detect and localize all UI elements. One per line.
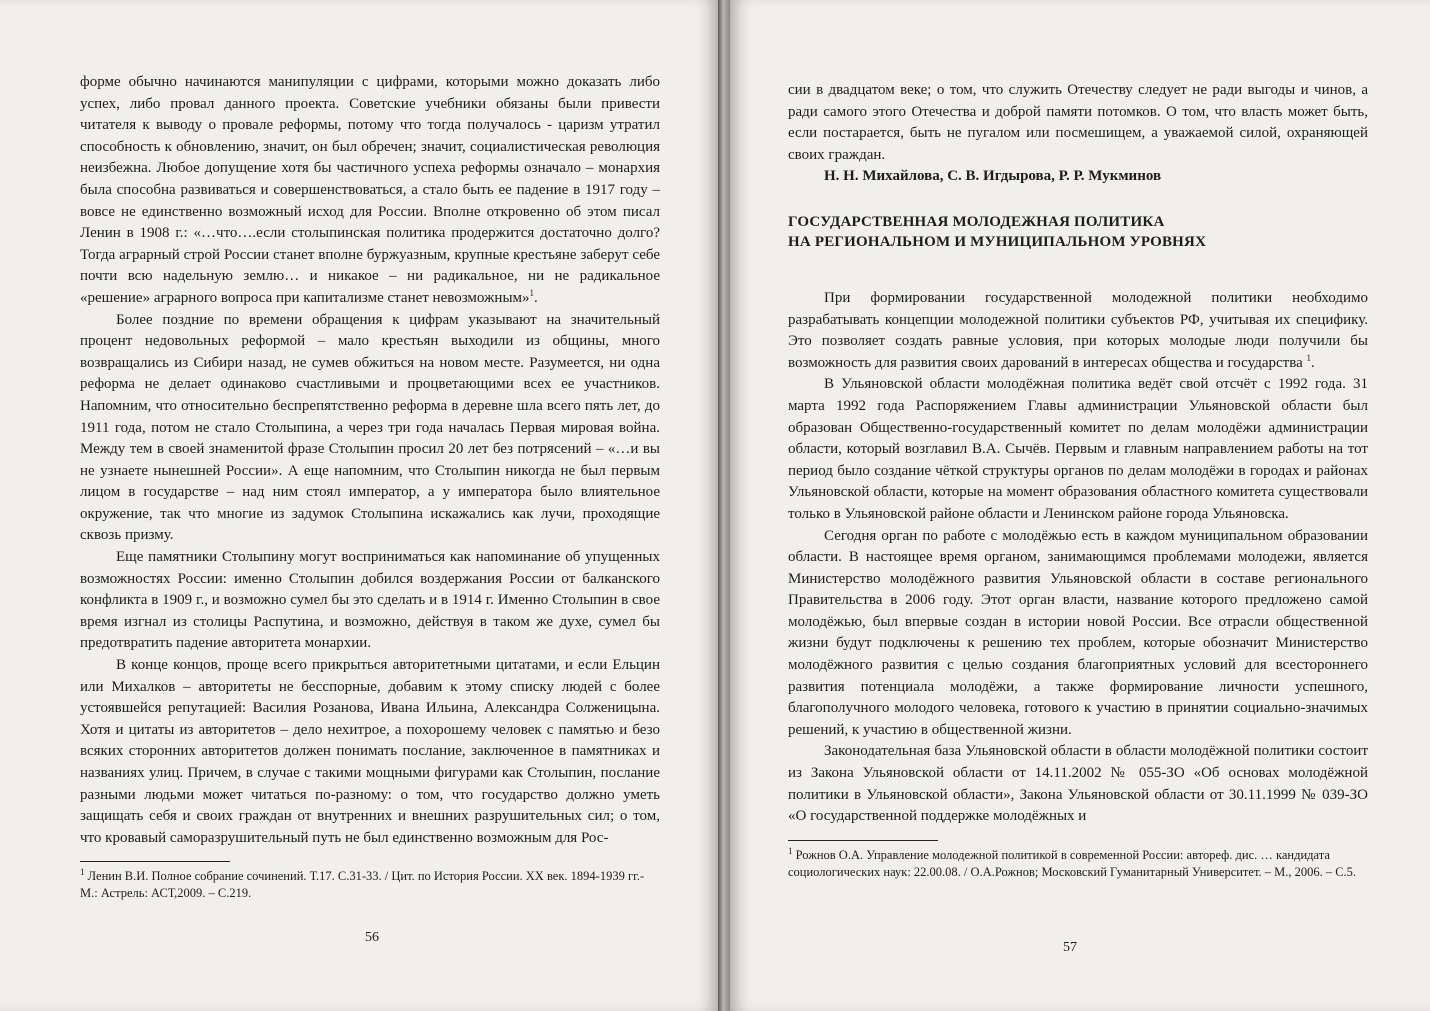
- footnote-marker: 1: [788, 845, 793, 856]
- left-page-text: [80, 72, 660, 902]
- page-number: 56: [365, 930, 379, 945]
- book-gutter: [718, 0, 730, 1011]
- footnote-marker: 1: [80, 867, 85, 878]
- paragraph: сии в двадцатом веке; о том, что служить Отечеству следует не ради выгоды и чинов, а ради самого этого Отечества и доброй памяти потомков. О том, что власть может быть, если постарается, быть не пугалом или посмешищем, а уважаемой силой, охраняющей своих граждан.: [788, 82, 1368, 163]
- footnote-marker: 1: [1306, 352, 1311, 363]
- paragraph: В конце концов, проще всего прикрыться авторитетными цитатами, и если Ельцин или Михалков – авторитеты не бесспорные, добавим к этому списку людей с более устоявшейся репутацией: Василия Розанова, Ивана Ильина, Александра Солженицына. Хотя и цитаты из авторитетов – дело нехитрое, а похорошему человек с памятью и безо всяких сторонних авторитетов должен понимать послание, заключенное в памятниках и названиях улиц. Причем, в случае с такими мощными фигурами как Столыпин, послание разными людьми может читаться по-разному: о том, что государство должно уметь защищать себя и своих граждан от внутренних и внешних разрушительных сил; о том, что кровавый саморазрушительный путь не был единственно возможным для Рос-: [80, 657, 660, 846]
- page-number: 57: [1063, 940, 1077, 955]
- article-title: ГОСУДАРСТВЕННАЯ МОЛОДЕЖНАЯ ПОЛИТИКА НА РЕГИОНАЛЬНОМ И МУНИЦИПАЛЬНОМ УРОВНЯХ: [788, 213, 1207, 250]
- paragraph: Еще памятники Столыпину могут восприниматься как напоминание об упущенных возможностях России: именно Столыпин добился воздержания России от балканского конфликта в 1909 г., и возможно сумел бы это сделать и в 1914 г. Именно Столыпин в свое время изгнал из столицы Распутина, и возможно, действуя в таком же духе, сумел бы предотвратить падение авторитета монархии.: [80, 549, 660, 652]
- article-authors: Н. Н. Михайлова, С. В. Игдырова, Р. Р. Мукминов: [824, 168, 1162, 185]
- footnote: $^1$ Ленин В.И. Полное собрание сочинений. Т.17. С.31-33. / Цит. по История России. XX век. 1894-1939 гг.- М.: Астрель: АСТ,2009. – С.219.: [80, 867, 645, 901]
- footnote-divider: [788, 840, 938, 841]
- paragraph: форме обычно начинаются манипуляции с цифрами, которыми можно доказать либо успех, либо провал данного проекта. Советские учебники обязаны были привести читателя к выводу о провале реформы, потому что тогда получалось - царизм утратил способность к обновлению, значит, он был обречен; значит, социалистическая революция неизбежна. Любое допущение хотя бы частичного успеха реформы означало – монархия была способна развиваться и совершенствоваться, а стало быть ее падение в 1917 году – вовсе не единственно возможный исход для России. Вполне откровенно об этом писал Ленин в 1908 г.: «…что….если столыпинская политика продержится достаточно долго? Тогда аграрный строй России станет вполне буржуазным, крупные крестьяне заберут себе почти всю надельную землю… и никакое – ни радикальное, ни не радикальное «решение» аграрного вопроса при капитализме станет невозможным»$^1$.: [80, 74, 660, 306]
- footnote: $^1$ Рожнов О.А. Управление молодежной политикой в современной России: автореф. дис. … кандидата социологических наук: 22.00.08. / О.А.Рожнов; Московский Гуманитарный Университет. – М., 2006. – С.5.: [788, 845, 1357, 879]
- paragraph: При формировании государственной молодежной политики необходимо разрабатывать концепции молодежной политики субъектов РФ, учитывая их специфику. Это позволяет создать равные условия, при которых молодые люди получили бы возможность для развития своих дарований в интересах общества и государства $^1$.: [788, 289, 1368, 371]
- paragraph: Законодательная база Ульяновской области в области молодёжной политики состоит из Закона Ульяновской области от 14.11.2002 № 055-ЗО «Об основах молодёжной политики в Ульяновской области», Закона Ульяновской области от 30.11.1999 № 039-ЗО «О государственной поддержке молодёжных и: [788, 743, 1368, 825]
- footnote-divider: [80, 861, 230, 862]
- footnote-marker: 1: [529, 287, 535, 298]
- paragraph: В Ульяновской области молодёжная политика ведёт свой отсчёт с 1992 года. 31 марта 1992 года Распоряжением Главы администрации Ульяновской области был образован Общественно-государственный комитет по делам молодёжи администрации области, который возглавил В.А. Сычёв. Первым и главным направлением работы на тот период было создание чёткой структуры органов по делам молодёжи в городах и районах Ульяновской области, которые на момент образования областного комитета существовали только в Ульяновской районе области и Ленинском районе города Ульяновска.: [788, 376, 1368, 522]
- page-right: [730, 0, 1430, 1011]
- paragraph: Более поздние по времени обращения к цифрам указывают на значительный процент недовольных реформой – мало крестьян выходили из общины, много возвращались из Сибири назад, не сумев обжиться на новом месте. Разумеется, ни одна реформа не делает одинаково счастливыми и процветающими всех ее участников. Напомним, что относительно беспрепятственно реформа в деревне шла всего пять лет, до 1911 года, потом не стало Столыпина, а через три года началась Первая мировая война. Между тем в своей знаменитой фразе Столыпин просил 20 лет без потрясений – «…и вы не узнаете нынешней России». А еще напомним, что Столыпин никогда не был первым лицом в государстве – над ним стоял император, а у императора было влиятельное окружение, так что многие из задумок Столыпина искажались как лучи, проходящие сквозь призму.: [80, 311, 660, 544]
- paragraph: Сегодня орган по работе с молодёжью есть в каждом муниципальном образовании области. В настоящее время органом, занимающимся проблемами молодежи, является Министерство молодёжного развития Ульяновской области в составе регионального Правительства в 2006 году. Этот орган власти, название которого предложено самой молодёжью, был впервые создан в истории новой России. Все отрасли общественной жизни будут подключены к решению тех проблем, которые обозначит Министерство молодёжного развития с целью создания благоприятных условий для всестороннего развития потенциала молодёжи, а также формирование личности успешного, благополучного молодого человека, готового к участию в принятии социально-значимых решений, к участию в общественной жизни.: [788, 527, 1368, 738]
- right-page-text: [788, 80, 1368, 881]
